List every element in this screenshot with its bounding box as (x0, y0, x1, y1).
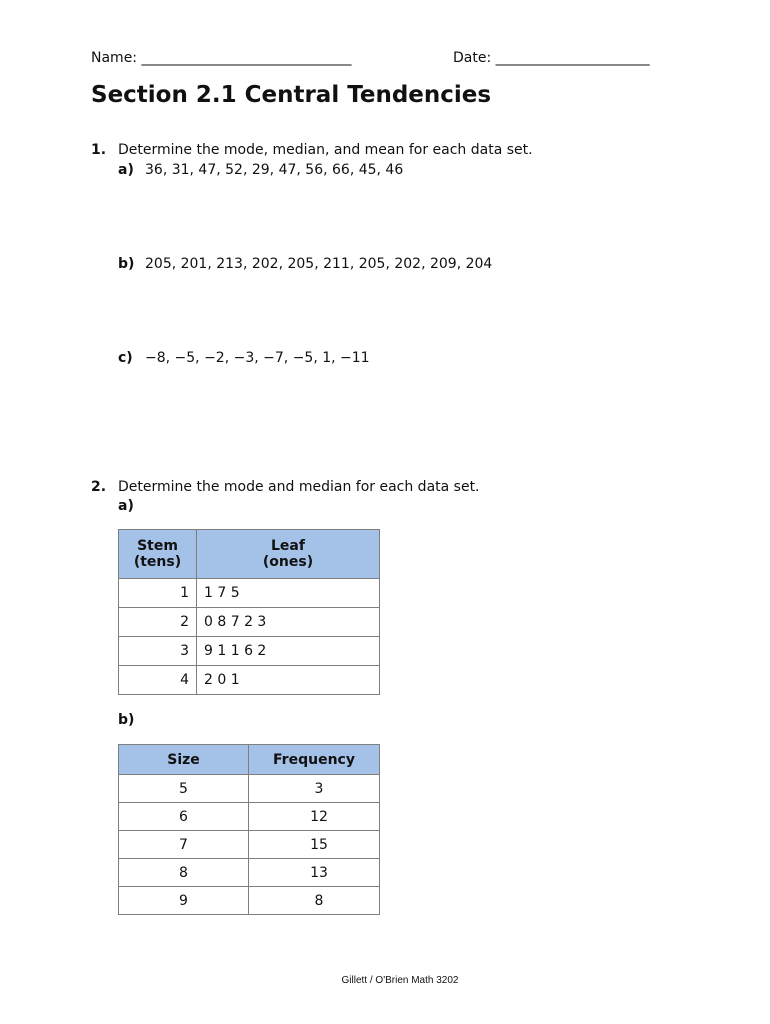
question-1b-data: 205, 201, 213, 202, 205, 211, 205, 202, 209, 204 (145, 256, 493, 272)
question-2-number: 2. (91, 479, 107, 495)
name-field-label: Name: ______________________________ (91, 50, 352, 66)
size-cell: 6 (119, 803, 249, 831)
size-cell: 8 (119, 859, 249, 887)
stem-header-line1: Stem (137, 538, 178, 554)
frequency-header-row (119, 745, 380, 775)
page-footer: Gillett / O'Brien Math 3202 (341, 975, 459, 986)
stem-leaf-table (118, 529, 380, 695)
table-row (119, 831, 380, 859)
question-2a (118, 498, 145, 514)
question-2-prompt: Determine the mode and median for each data set. (118, 479, 480, 495)
frequency-cell: 8 (249, 887, 380, 915)
date-field-label: Date: ______________________ (453, 50, 650, 66)
question-2b-label: b) (118, 712, 135, 728)
question-1-number: 1. (91, 142, 107, 158)
leaf-cell: 1 7 5 (197, 579, 380, 608)
leaf-cell: 2 0 1 (197, 666, 380, 695)
stem-header (119, 530, 197, 579)
question-1c (118, 350, 370, 366)
table-row (119, 803, 380, 831)
leaf-header (197, 530, 380, 579)
stem-cell: 4 (119, 666, 197, 695)
frequency-cell: 15 (249, 831, 380, 859)
leaf-cell: 9 1 1 6 2 (197, 637, 380, 666)
question-1a (118, 162, 403, 178)
frequency-cell: 12 (249, 803, 380, 831)
question-1-prompt: Determine the mode, median, and mean for each data set. (118, 142, 533, 158)
leaf-header-line2: (ones) (262, 554, 314, 570)
size-header: Size (119, 745, 249, 775)
table-row (119, 579, 380, 608)
table-row (119, 887, 380, 915)
leaf-header-line1: Leaf (271, 538, 305, 554)
table-row (119, 666, 380, 695)
size-cell: 5 (119, 775, 249, 803)
question-2 (91, 479, 480, 495)
question-1c-data: −8, −5, −2, −3, −7, −5, 1, −11 (145, 350, 370, 366)
frequency-table (118, 744, 380, 915)
question-1a-data: 36, 31, 47, 52, 29, 47, 56, 66, 45, 46 (145, 162, 404, 178)
stem-cell: 1 (119, 579, 197, 608)
size-cell: 9 (119, 887, 249, 915)
table-row (119, 859, 380, 887)
page-title: Section 2.1 Central Tendencies (91, 82, 492, 108)
stem-cell: 2 (119, 608, 197, 637)
size-cell: 7 (119, 831, 249, 859)
question-1c-label: c) (118, 350, 133, 366)
leaf-cell: 0 8 7 2 3 (197, 608, 380, 637)
stem-cell: 3 (119, 637, 197, 666)
frequency-header: Frequency (249, 745, 380, 775)
table-row (119, 608, 380, 637)
stem-leaf-header-row (119, 530, 380, 579)
table-row (119, 637, 380, 666)
frequency-cell: 3 (249, 775, 380, 803)
question-1b (118, 256, 492, 272)
question-1a-label: a) (118, 162, 134, 178)
table-row (119, 775, 380, 803)
question-1b-label: b) (118, 256, 135, 272)
stem-header-line2: (tens) (133, 554, 182, 570)
question-2b (118, 712, 145, 728)
frequency-cell: 13 (249, 859, 380, 887)
question-1 (91, 142, 533, 158)
question-2a-label: a) (118, 498, 134, 514)
